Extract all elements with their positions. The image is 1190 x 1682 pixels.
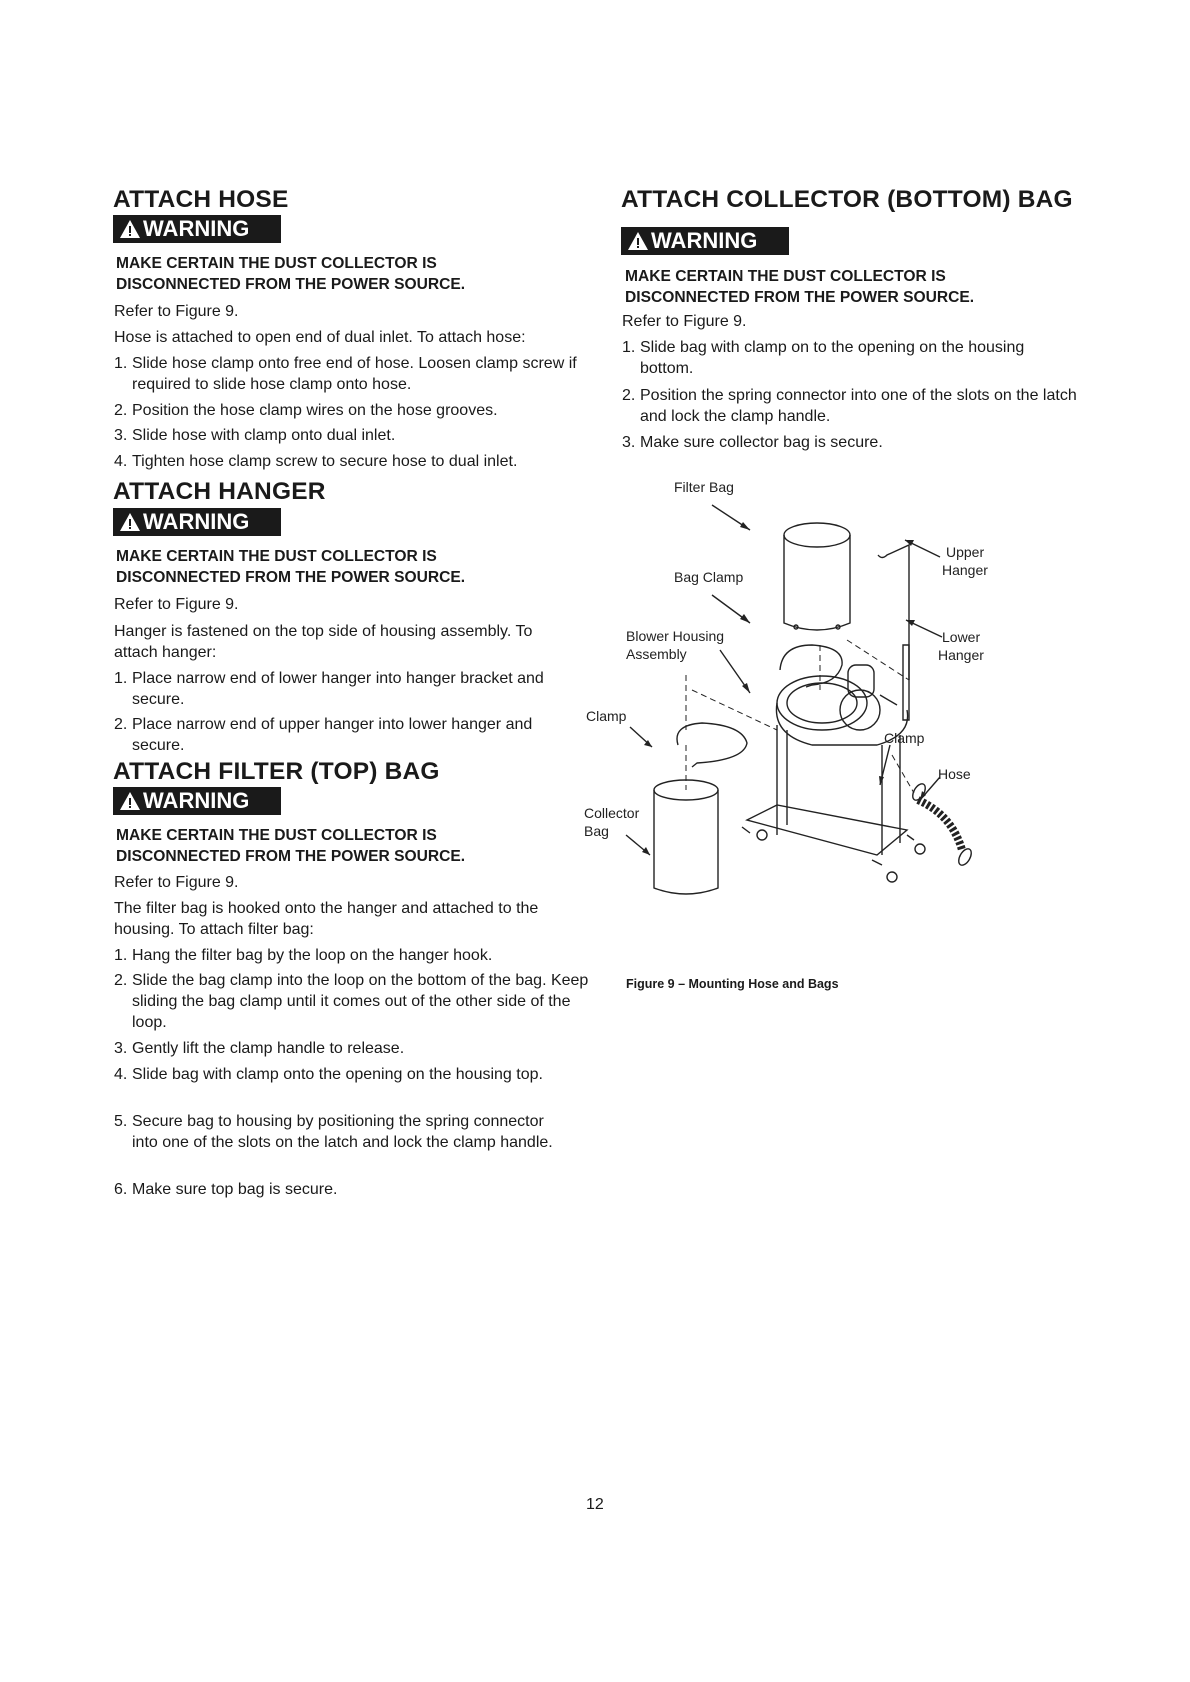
- list-item: [114, 425, 584, 446]
- attach-hose-heading: ATTACH HOSE: [113, 186, 289, 213]
- list-item: [622, 337, 1082, 379]
- step-text: Make sure top bag is secure.: [132, 1181, 338, 1198]
- warning-triangle-icon: [119, 790, 141, 812]
- warning-label: WARNING: [143, 216, 250, 241]
- list-item: [114, 1038, 584, 1059]
- step-number: 4.: [114, 453, 128, 470]
- attach-collector-heading: ATTACH COLLECTOR (BOTTOM) BAG: [621, 186, 1073, 213]
- step-text: Position the hose clamp wires on the hose grooves.: [132, 402, 498, 419]
- disconnect-caution: [116, 253, 465, 295]
- caution-line: MAKE CERTAIN THE DUST COLLECTOR IS: [116, 548, 437, 565]
- figure-caption: Figure 9 – Mounting Hose and Bags: [626, 977, 839, 991]
- caution-line: DISCONNECTED FROM THE POWER SOURCE.: [116, 276, 466, 293]
- list-item: [114, 714, 574, 756]
- step-text: Slide the bag clamp into the loop on the bottom of the bag. Keep sliding the bag clamp until it comes out of the other side of the loop.: [132, 972, 589, 1031]
- bag-clamp-illustration: [780, 645, 842, 687]
- upper-hanger-illustration: [878, 545, 909, 680]
- clamp-left-label: Clamp: [586, 708, 627, 724]
- step-number: 5.: [114, 1113, 128, 1130]
- warning-label: WARNING: [651, 228, 758, 253]
- hose-intro: Hose is attached to open end of dual inlet. To attach hose:: [114, 329, 526, 346]
- filter-bag-illustration: [784, 523, 850, 630]
- step-text: Tighten hose clamp screw to secure hose to dual inlet.: [132, 453, 518, 470]
- collector-bag-illustration: [654, 780, 718, 894]
- step-text: Hang the filter bag by the loop on the hanger hook.: [132, 947, 493, 964]
- list-item: [114, 1064, 579, 1085]
- left-clamp-illustration: [677, 723, 747, 767]
- collector-bag-label-2: Bag: [584, 823, 609, 839]
- list-item: [114, 1111, 559, 1153]
- refer-text: Refer to Figure 9.: [114, 874, 239, 891]
- refer-text: Refer to Figure 9.: [622, 313, 747, 330]
- caution-line: DISCONNECTED FROM THE POWER SOURCE.: [625, 289, 975, 306]
- warning-badge: [113, 787, 281, 815]
- list-item: [114, 970, 589, 1033]
- step-text: Slide bag with clamp on to the opening on the housing bottom.: [640, 339, 1025, 377]
- caution-line: MAKE CERTAIN THE DUST COLLECTOR IS: [625, 268, 946, 285]
- step-number: 2.: [114, 402, 128, 419]
- step-text: Slide hose with clamp onto dual inlet.: [132, 427, 396, 444]
- filter-bag-label: Filter Bag: [674, 479, 734, 495]
- attach-hanger-heading: ATTACH HANGER: [113, 478, 326, 505]
- step-number: 2.: [114, 716, 128, 733]
- warning-badge: [621, 227, 789, 255]
- attach-filter-heading: ATTACH FILTER (TOP) BAG: [113, 758, 440, 785]
- step-text: Slide bag with clamp onto the opening on the housing top.: [132, 1066, 543, 1083]
- upper-hanger-label-2: Hanger: [942, 562, 988, 578]
- caution-line: DISCONNECTED FROM THE POWER SOURCE.: [116, 848, 466, 865]
- step-text: Slide hose clamp onto free end of hose. Loosen clamp screw if required to slide hose clamp onto hose.: [132, 355, 577, 393]
- caution-line: MAKE CERTAIN THE DUST COLLECTOR IS: [116, 827, 437, 844]
- step-number: 3.: [114, 1040, 128, 1057]
- step-number: 3.: [622, 434, 636, 451]
- warning-triangle-icon: [627, 230, 649, 252]
- list-item: [114, 1179, 584, 1200]
- stand-illustration: [742, 725, 925, 882]
- list-item: [622, 432, 1082, 453]
- step-number: 2.: [622, 387, 636, 404]
- step-text: Place narrow end of lower hanger into hanger bracket and secure.: [132, 670, 544, 708]
- figure-9-diagram: [584, 479, 1082, 965]
- upper-hanger-label: Upper: [946, 544, 985, 560]
- list-item: [114, 945, 584, 966]
- step-number: 1.: [114, 355, 128, 372]
- warning-badge: [113, 215, 281, 243]
- caution-line: DISCONNECTED FROM THE POWER SOURCE.: [116, 569, 466, 586]
- step-text: Place narrow end of upper hanger into lower hanger and secure.: [132, 716, 533, 754]
- list-item: [114, 668, 574, 710]
- bag-clamp-label: Bag Clamp: [674, 569, 744, 585]
- step-number: 1.: [114, 670, 128, 687]
- list-item: [114, 353, 584, 395]
- step-number: 1.: [622, 339, 636, 356]
- list-item: [114, 451, 594, 472]
- step-text: Make sure collector bag is secure.: [640, 434, 883, 451]
- step-number: 4.: [114, 1066, 128, 1083]
- disconnect-caution: [116, 546, 465, 588]
- step-number: 2.: [114, 972, 128, 989]
- refer-text: Refer to Figure 9.: [114, 303, 239, 320]
- step-number: 3.: [114, 427, 128, 444]
- step-number: 6.: [114, 1181, 128, 1198]
- refer-text: Refer to Figure 9.: [114, 596, 239, 613]
- caution-line: MAKE CERTAIN THE DUST COLLECTOR IS: [116, 255, 437, 272]
- step-number: 1.: [114, 947, 128, 964]
- lower-hanger-label: Lower: [942, 629, 981, 645]
- filter-intro: The filter bag is hooked onto the hanger and attached to the housing. To attach filter bag:: [114, 900, 539, 938]
- disconnect-caution: [116, 825, 465, 867]
- disconnect-caution: [625, 266, 974, 308]
- warning-label: WARNING: [143, 788, 250, 813]
- list-item: [622, 385, 1082, 427]
- guide-lines: [686, 640, 914, 793]
- step-text: Gently lift the clamp handle to release.: [132, 1040, 405, 1057]
- list-item: [114, 400, 584, 421]
- lower-hanger-label-2: Hanger: [938, 647, 984, 663]
- warning-label: WARNING: [143, 509, 250, 534]
- blower-housing-label-2: Assembly: [626, 646, 687, 662]
- step-text: Secure bag to housing by positioning the spring connector into one of the slots on the latch and lock the clamp handle.: [132, 1113, 553, 1151]
- step-text: Position the spring connector into one of the slots on the latch and lock the clamp handle.: [640, 387, 1077, 425]
- hanger-intro: Hanger is fastened on the top side of housing assembly. To attach hanger:: [114, 623, 533, 661]
- warning-triangle-icon: [119, 218, 141, 240]
- page-number: 12: [586, 1496, 604, 1513]
- hose-label: Hose: [938, 766, 971, 782]
- warning-badge: [113, 508, 281, 536]
- lower-hanger-illustration: [903, 645, 909, 720]
- blower-housing-label: Blower Housing: [626, 628, 725, 644]
- clamp-right-label: Clamp: [884, 730, 925, 746]
- collector-bag-label: Collector: [584, 805, 640, 821]
- warning-triangle-icon: [119, 511, 141, 533]
